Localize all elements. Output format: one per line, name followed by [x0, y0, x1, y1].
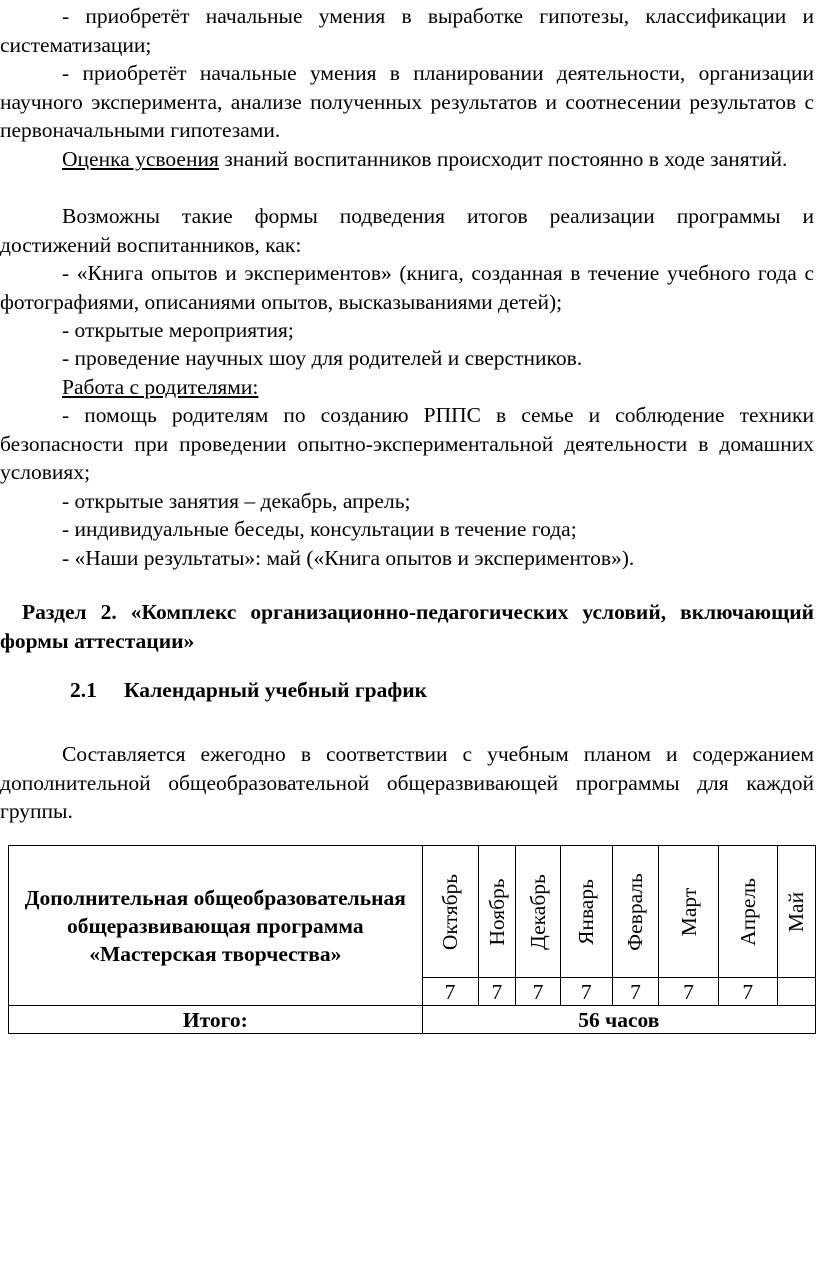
- hours-march: 7: [659, 978, 719, 1006]
- hours-february: 7: [612, 978, 658, 1006]
- month-label: Январь: [574, 878, 599, 945]
- month-label: Май: [784, 891, 809, 932]
- hours-may: [777, 978, 815, 1006]
- paragraph-book-of-experiments: - «Книга опытов и экспериментов» (книга, созданная в течение учебного года с фотографиями, описаниями опытов, высказываниями детей);: [0, 261, 814, 314]
- month-header-march: [659, 846, 719, 978]
- month-header-february: [612, 846, 658, 978]
- paragraph-assessment: [0, 145, 814, 174]
- paragraph-science-shows: - проведение научных шоу для родителей и сверстников.: [62, 346, 583, 370]
- assessment-underlined: Оценка усвоения: [62, 147, 219, 171]
- hours-november: 7: [478, 978, 516, 1006]
- month-header-january: [560, 846, 612, 978]
- program-name-cell: Дополнительная общеобразовательная общеразвивающая программа «Мастерская творчества»: [9, 846, 423, 1006]
- subsection-heading: [70, 676, 427, 705]
- calendar-schedule-table: [8, 845, 816, 1034]
- assessment-rest: знаний воспитанников происходит постоянно в ходе занятий.: [218, 147, 788, 171]
- paragraph-consultations: - индивидуальные беседы, консультации в течение года;: [62, 517, 577, 541]
- paragraph-planning-skills: - приобретёт начальные умения в планировании деятельности, организации научного эксперимента, анализе полученных результатов и соотнесении результатов с первоначальными гипотезами.: [0, 61, 814, 142]
- month-label: Март: [676, 887, 701, 936]
- month-label: Декабрь: [525, 873, 550, 950]
- month-label: Февраль: [623, 872, 648, 951]
- paragraph-parents-help: - помощь родителям по созданию РППС в семье и соблюдение техники безопасности при проведении опытно-экспериментальной деятельности в домашних условиях;: [0, 403, 814, 484]
- month-label: Апрель: [735, 877, 760, 946]
- paragraph-open-lessons: - открытые занятия – декабрь, апрель;: [62, 489, 411, 513]
- total-value: 56 часов: [422, 1006, 815, 1034]
- total-label: Итого:: [9, 1006, 423, 1034]
- paragraph-schedule-intro: Составляется ежегодно в соответствии с учебным планом и содержанием дополнительной общеобразовательной общеразвивающей программы для каждой группы.: [0, 742, 814, 823]
- table-header-row: [9, 846, 816, 978]
- parents-heading-underlined: Работа с родителями:: [62, 375, 259, 399]
- table-total-row: [9, 1006, 816, 1034]
- month-label: Октябрь: [437, 873, 462, 950]
- month-header-october: [422, 846, 478, 978]
- hours-january: 7: [560, 978, 612, 1006]
- month-header-april: [718, 846, 777, 978]
- month-header-may: [777, 846, 815, 978]
- month-header-november: [478, 846, 516, 978]
- hours-april: 7: [718, 978, 777, 1006]
- paragraph-parents-heading: [0, 373, 814, 402]
- hours-december: 7: [516, 978, 560, 1006]
- paragraph-open-events: - открытые мероприятия;: [62, 318, 294, 342]
- subsection-title: Календарный учебный график: [124, 678, 427, 702]
- month-header-december: [516, 846, 560, 978]
- paragraph-summary-forms: Возможны такие формы подведения итогов реализации программы и достижений воспитанников, как:: [0, 204, 814, 257]
- paragraph-hypothesis-skills: - приобретёт начальные умения в выработке гипотезы, классификации и систематизации;: [0, 4, 814, 57]
- subsection-number: 2.1: [70, 678, 97, 702]
- paragraph-our-results: - «Наши результаты»: май («Книга опытов и экспериментов»).: [62, 546, 635, 570]
- section-heading: Раздел 2. «Комплекс организационно-педагогических условий, включающий формы аттестации»: [0, 600, 814, 653]
- month-label: Ноябрь: [484, 877, 509, 946]
- hours-october: 7: [422, 978, 478, 1006]
